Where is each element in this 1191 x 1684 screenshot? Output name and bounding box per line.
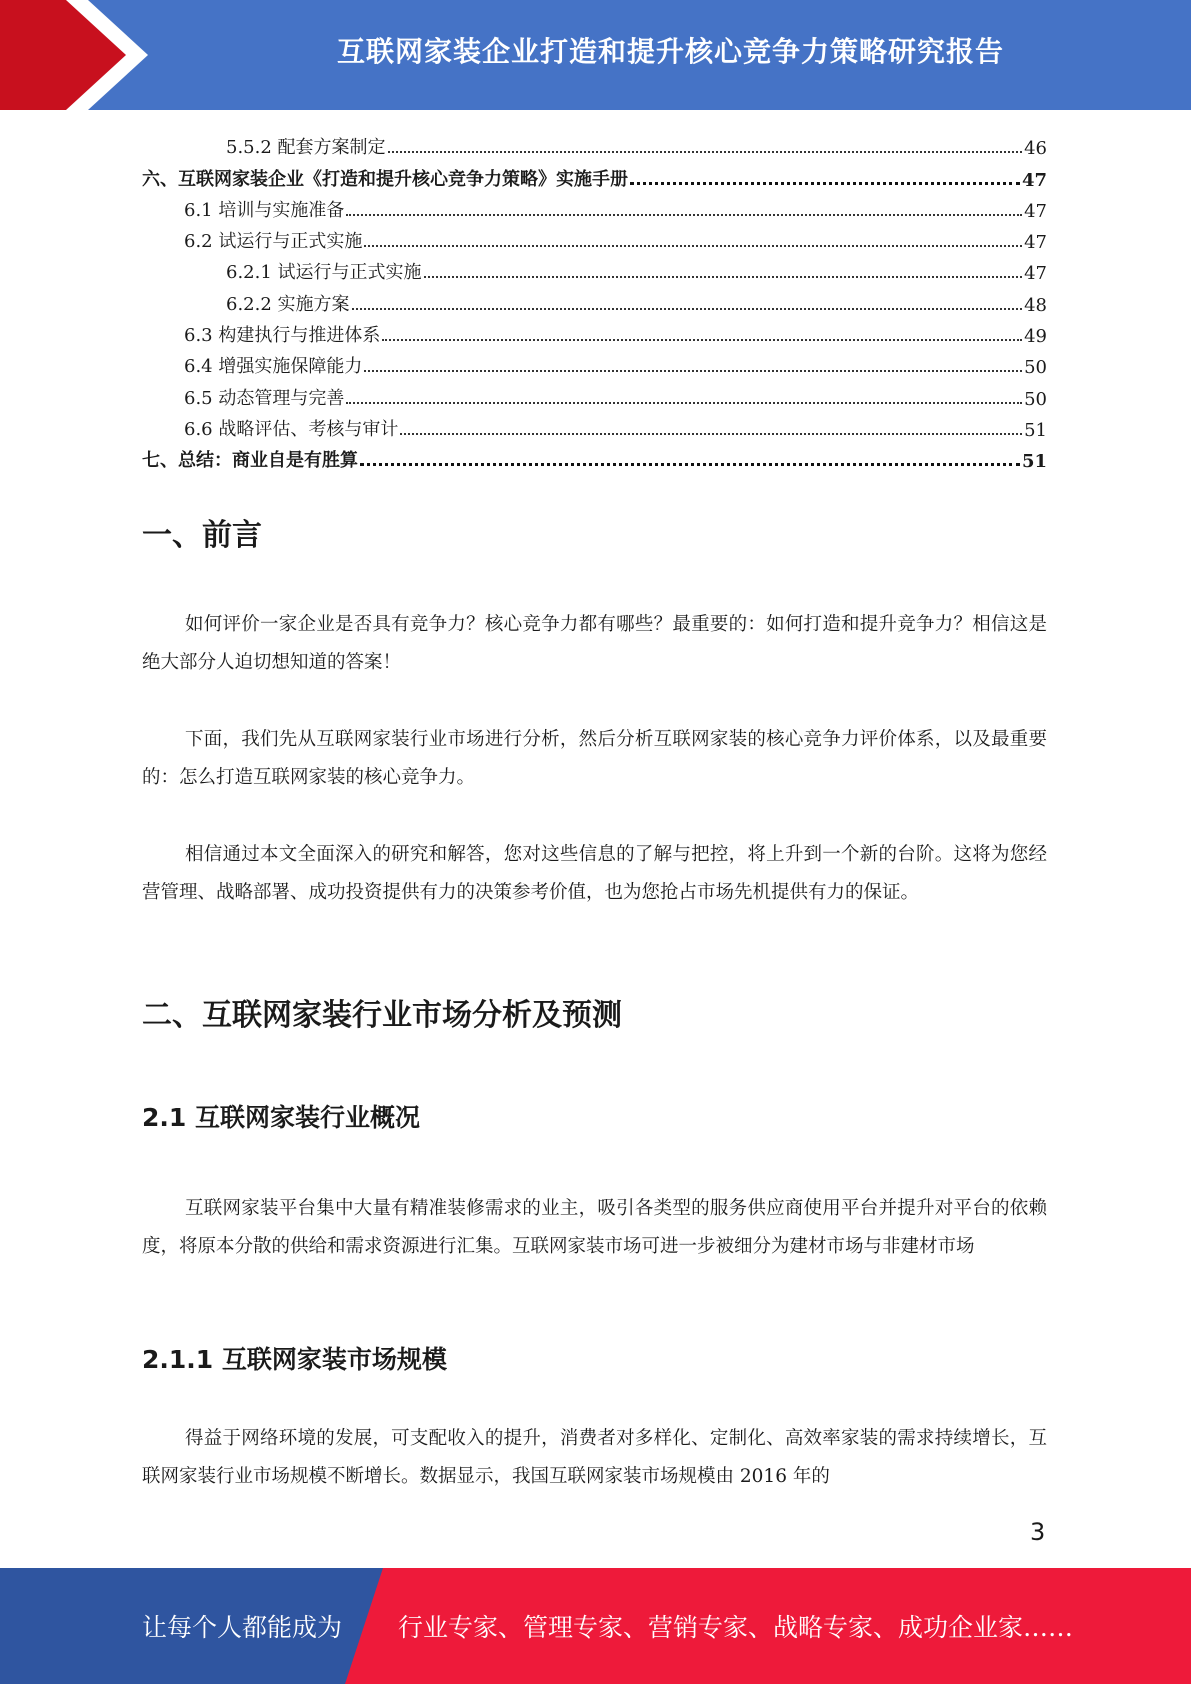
toc-entry-title: 6.2.2 实施方案 bbox=[226, 293, 350, 315]
toc-entry[interactable] bbox=[142, 159, 1047, 190]
toc-entry-page: 46 bbox=[1024, 138, 1047, 160]
industry-overview-paragraph: 互联网家装平台集中大量有精准装修需求的业主，吸引各类型的服务供应商使用平台并提升对平台的依赖度，将原本分散的供给和需求资源进行汇集。互联网家装市场可进一步被细分为建材市场与非建材市场 bbox=[142, 1198, 1047, 1257]
toc-leader-dots bbox=[388, 150, 1023, 153]
toc-entry-page: 47 bbox=[1024, 232, 1047, 254]
toc-leader-dots bbox=[364, 244, 1022, 247]
toc-entry-page: 47 bbox=[1021, 169, 1047, 191]
toc-entry-title: 六、互联网家装企业《打造和提升核心竞争力策略》实施手册 bbox=[142, 168, 628, 190]
toc-entry-page: 51 bbox=[1024, 419, 1047, 441]
toc-entry-title: 6.5 动态管理与完善 bbox=[184, 387, 345, 409]
page-header bbox=[0, 0, 1191, 110]
header-arrow-graphic bbox=[0, 0, 160, 110]
toc-entry-page: 48 bbox=[1024, 294, 1047, 316]
toc-leader-dots bbox=[346, 401, 1022, 404]
toc-entry-page: 51 bbox=[1021, 451, 1047, 473]
toc-entry[interactable] bbox=[142, 316, 1047, 347]
toc-entry-page: 47 bbox=[1024, 263, 1047, 285]
toc-entry-title: 6.2.1 试运行与正式实施 bbox=[226, 262, 422, 284]
page-footer bbox=[0, 1568, 1191, 1684]
toc-entry-page: 47 bbox=[1024, 200, 1047, 222]
toc-entry[interactable] bbox=[142, 441, 1047, 472]
report-title: 互联网家装企业打造和提升核心竞争力策略研究报告 bbox=[336, 35, 1004, 68]
footer-slogan-left: 让每个人都能成为 bbox=[142, 1613, 343, 1642]
preface-heading: 一、前言 bbox=[142, 518, 262, 553]
toc-entry[interactable] bbox=[142, 347, 1047, 378]
toc-entry[interactable] bbox=[142, 253, 1047, 284]
toc-entry-page: 50 bbox=[1024, 357, 1047, 379]
toc-leader-dots bbox=[360, 462, 1020, 466]
toc-entry-title: 6.1 培训与实施准备 bbox=[184, 199, 345, 221]
toc-leader-dots bbox=[364, 369, 1022, 372]
toc-leader-dots bbox=[346, 213, 1022, 216]
toc-entry[interactable] bbox=[142, 378, 1047, 409]
toc-leader-dots bbox=[352, 307, 1023, 310]
toc-entry-page: 49 bbox=[1024, 326, 1047, 348]
market-scale-paragraph: 得益于网络环境的发展，可支配收入的提升，消费者对多样化、定制化、高效率家装的需求持续增长，互联网家装行业市场规模不断增长。数据显示，我国互联网家装市场规模由 2016 年的 bbox=[142, 1428, 1047, 1487]
market-scale-heading: 2.1.1 互联网家装市场规模 bbox=[142, 1345, 447, 1374]
preface-paragraph-2: 下面，我们先从互联网家装行业市场进行分析，然后分析互联网家装的核心竞争力评价体系，以及最重要的：怎么打造互联网家装的核心竞争力。 bbox=[142, 729, 1047, 788]
market-analysis-heading: 二、互联网家装行业市场分析及预测 bbox=[142, 998, 622, 1033]
toc-entry-title: 6.4 增强实施保障能力 bbox=[184, 356, 363, 378]
preface-paragraph-3: 相信通过本文全面深入的研究和解答，您对这些信息的了解与把控，将上升到一个新的台阶。这将为您经营管理、战略部署、成功投资提供有力的决策参考价值，也为您抢占市场先机提供有力的保证。 bbox=[142, 844, 1047, 903]
toc-leader-dots bbox=[424, 275, 1023, 278]
toc-entry-title: 七、总结：商业自是有胜算 bbox=[142, 450, 358, 472]
footer-slogan-right: 行业专家、管理专家、营销专家、战略专家、成功企业家…… bbox=[398, 1613, 1074, 1642]
toc-entry-title: 6.6 战略评估、考核与审计 bbox=[184, 418, 399, 440]
toc-entry-title: 6.3 构建执行与推进体系 bbox=[184, 325, 381, 347]
toc-leader-dots bbox=[400, 432, 1022, 435]
industry-overview-heading: 2.1 互联网家装行业概况 bbox=[142, 1103, 420, 1132]
toc-entry[interactable] bbox=[142, 128, 1047, 159]
toc-leader-dots bbox=[382, 338, 1022, 341]
toc-entry[interactable] bbox=[142, 410, 1047, 441]
toc-entry-title: 6.2 试运行与正式实施 bbox=[184, 231, 363, 253]
preface-paragraph-1: 如何评价一家企业是否具有竞争力？核心竞争力都有哪些？最重要的：如何打造和提升竞争力？相信这是绝大部分人迫切想知道的答案！ bbox=[142, 614, 1047, 673]
toc-entry-title: 5.5.2 配套方案制定 bbox=[226, 137, 386, 159]
toc-entry-page: 50 bbox=[1024, 388, 1047, 410]
table-of-contents bbox=[142, 128, 1047, 472]
toc-entry[interactable] bbox=[142, 284, 1047, 315]
toc-leader-dots bbox=[630, 181, 1020, 185]
toc-entry[interactable] bbox=[142, 191, 1047, 222]
page-number: 3 bbox=[1030, 1518, 1046, 1546]
toc-entry[interactable] bbox=[142, 222, 1047, 253]
